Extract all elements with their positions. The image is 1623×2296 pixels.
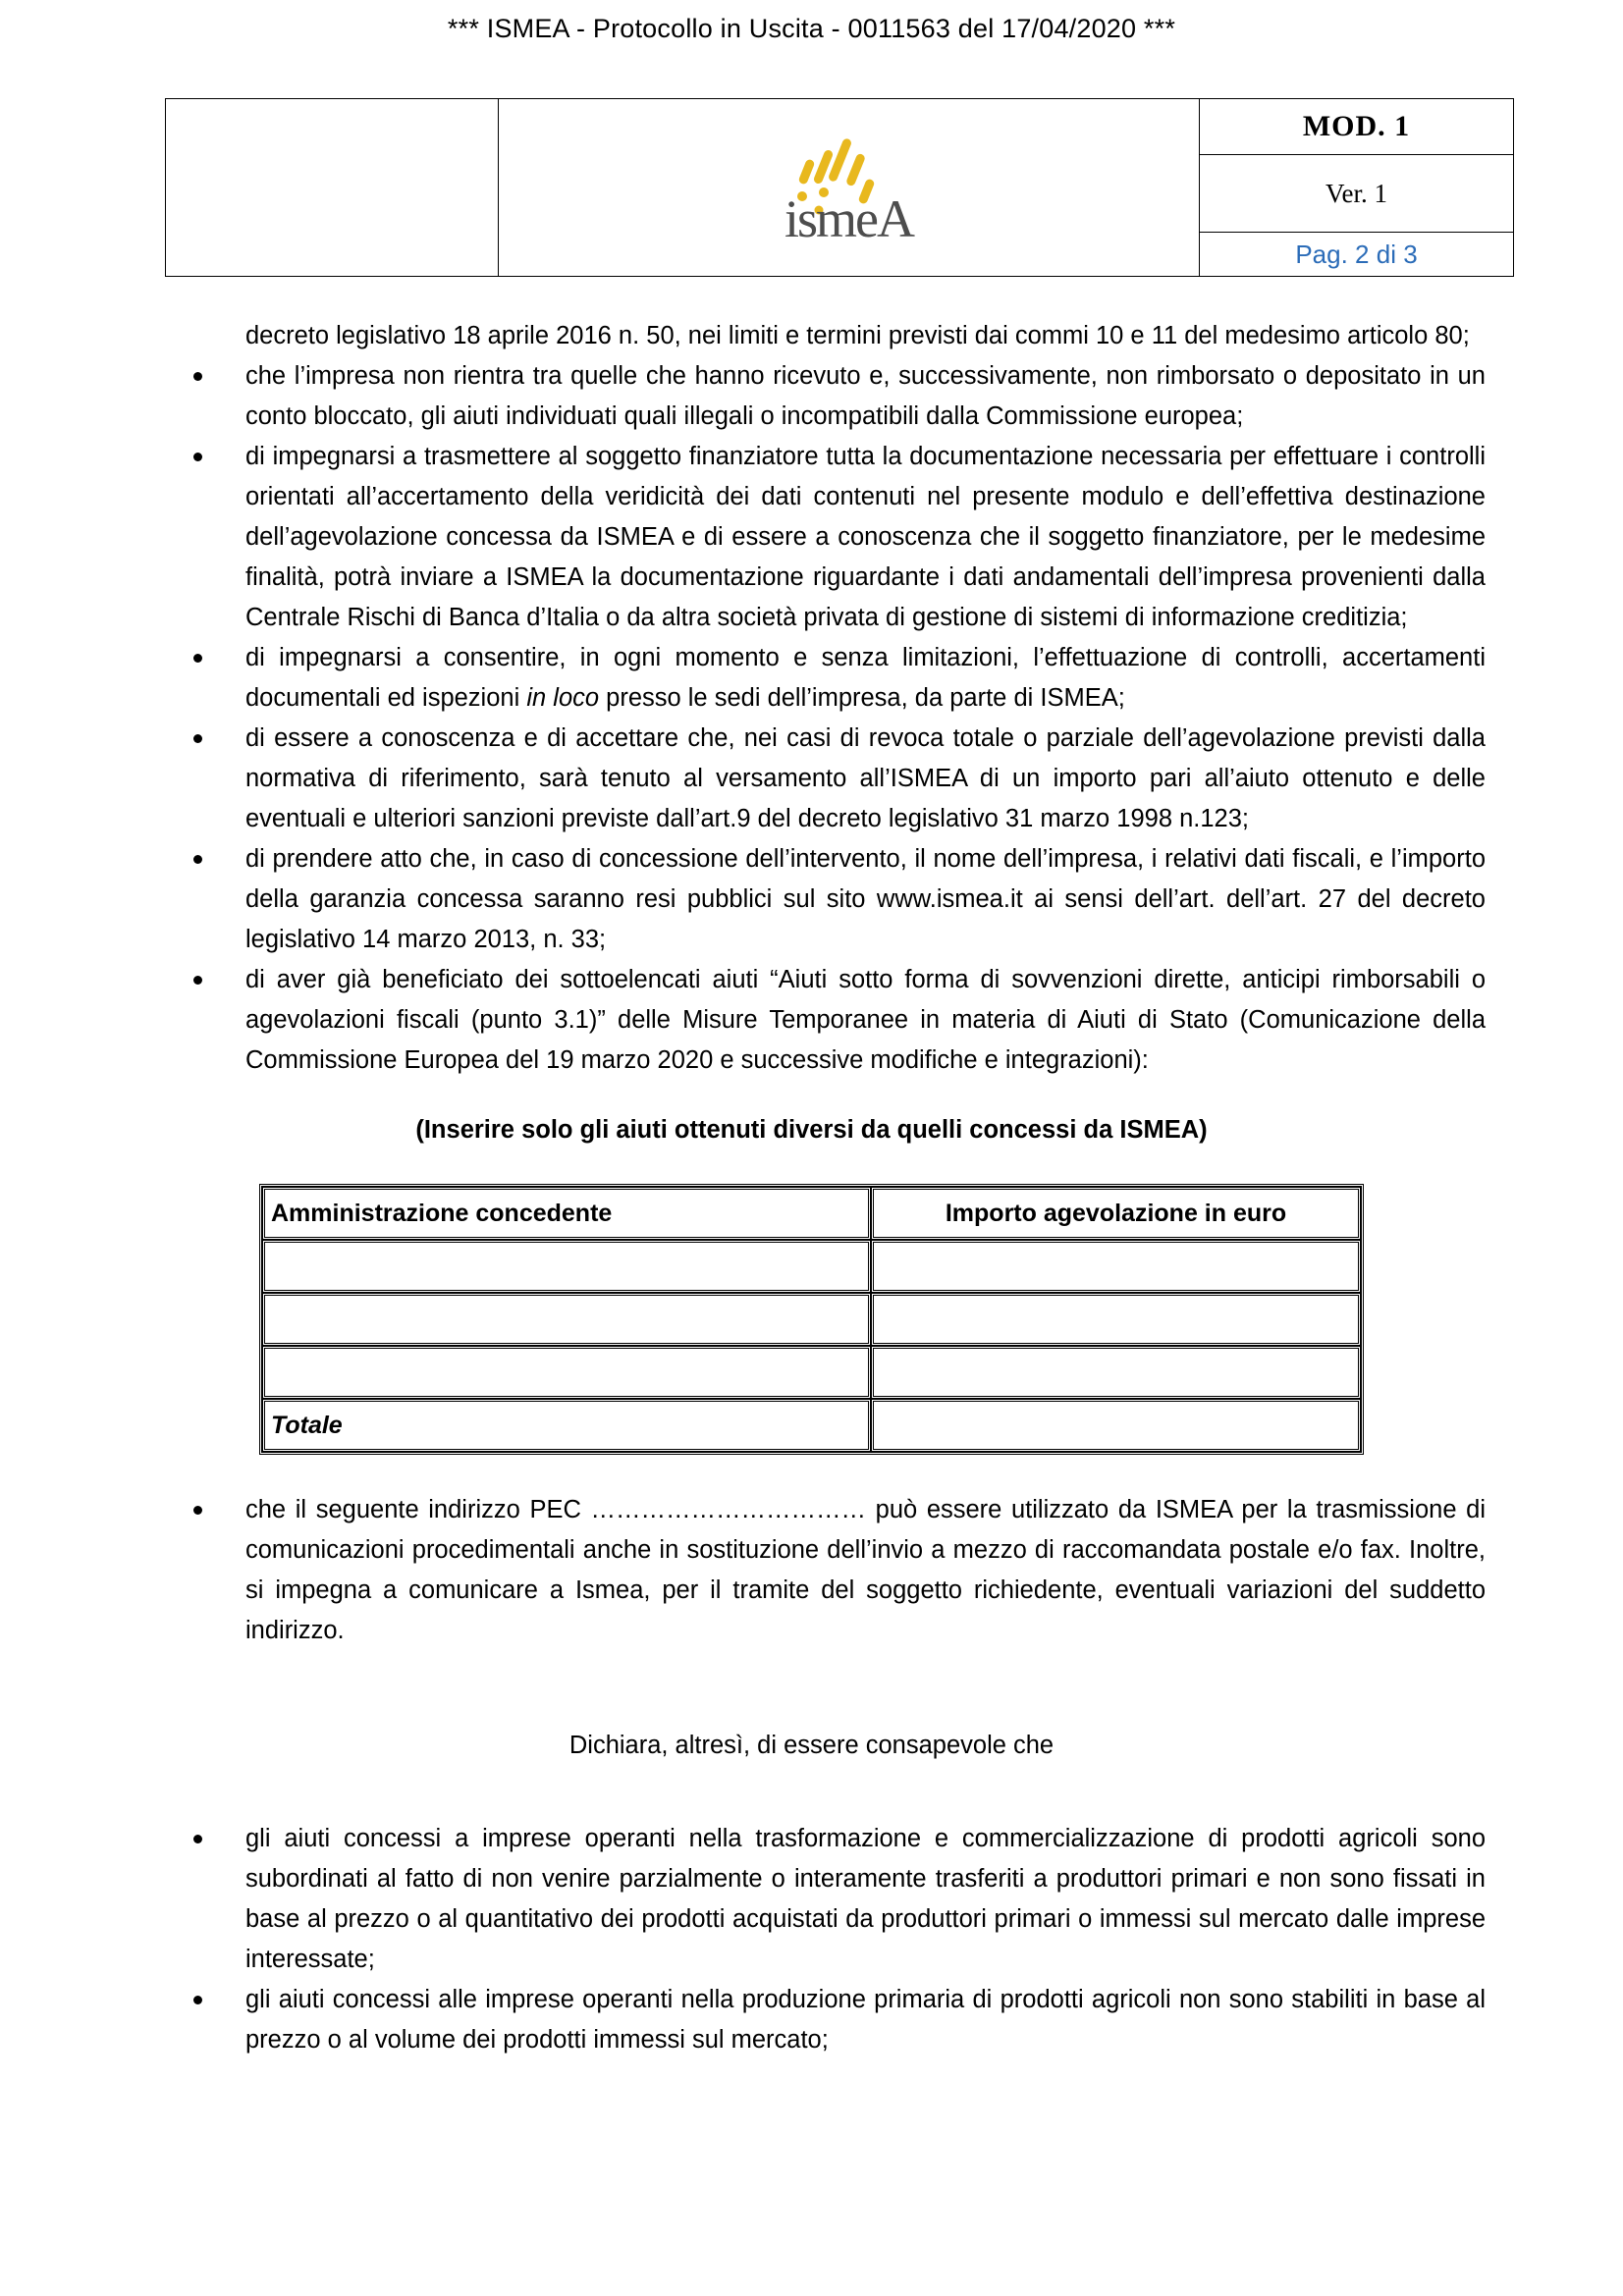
declaration-heading: Dichiara, altresì, di essere consapevole che <box>568 1732 1055 1759</box>
list-item: che l’impresa non rientra tra quelle che hanno ricevuto e, successivamente, non rimborsato o depositato in un conto bloccato, gli aiuti individuati quali illegali o incompatibili dalla Commissione europea; <box>0 356 1623 437</box>
aid-table-container <box>0 1184 1623 1455</box>
spacer <box>0 1455 1623 1490</box>
ismea-logo <box>741 128 957 247</box>
spacer <box>0 1760 1623 1819</box>
table-row <box>262 1240 1361 1293</box>
list-item: gli aiuti concessi alle imprese operanti nella produzione primaria di prodotti agricoli non sono stabiliti in base al prezzo o al volume dei prodotti immessi sul mercato; <box>0 1980 1623 2060</box>
aid-cell-amount[interactable] <box>871 1346 1361 1399</box>
aid-table-header-row <box>262 1187 1361 1240</box>
aid-table-total-row <box>262 1399 1361 1452</box>
intro-continuation-paragraph: decreto legislativo 18 aprile 2016 n. 50, nei limiti e termini previsti dai commi 10 e 11 del medesimo articolo 80; <box>245 322 1470 349</box>
aid-cell-administration[interactable] <box>262 1293 871 1346</box>
aid-table-caption: (Inserire solo gli aiuti ottenuti diversi da quelli concessi da ISMEA) <box>415 1116 1208 1144</box>
aid-table-header-amount: Importo agevolazione in euro <box>871 1187 1361 1240</box>
header-row <box>166 99 1514 277</box>
document-header-table <box>165 98 1514 277</box>
module-number: MOD. 1 <box>1200 99 1513 155</box>
aid-cell-administration[interactable] <box>262 1346 871 1399</box>
ispezioni-text-part2: presso le sedi dell’impresa, da parte di ISMEA; <box>599 684 1125 712</box>
page-number: Pag. 2 di 3 <box>1295 239 1418 269</box>
ispezioni-text-part1: di impegnarsi a consentire, in ogni momento e senza limitazioni, l’effettuazione di controlli, accertamenti documentali ed ispezioni <box>245 644 1486 712</box>
aid-cell-amount[interactable] <box>871 1240 1361 1293</box>
header-empty-cell <box>166 99 499 277</box>
declaration-bullet-list-1 <box>0 356 1623 1081</box>
aid-cell-administration[interactable] <box>262 1240 871 1293</box>
list-item-pec: che il seguente indirizzo PEC …………………………… può essere utilizzato da ISMEA per la trasmissione di comunicazioni procedimentali anche in sostituzione dell’invio a mezzo di raccomandata postale e/o fax. Inoltre, si impegna a comunicare a Ismea, per il tramite del soggetto richiedente, eventuali variazioni del suddetto indirizzo. <box>0 1490 1623 1651</box>
list-item: di aver già beneficiato dei sottoelencati aiuti “Aiuti sotto forma di sovvenzioni dirette, anticipi rimborsabili o agevolazioni fiscali (punto 3.1)” delle Misure Temporanee in materia di Aiuti di Stato (Comunicazione della Commissione Europea del 19 marzo 2020 e successive modifiche e integrazioni): <box>0 960 1623 1081</box>
aid-table-header-administration: Amministrazione concedente <box>262 1187 871 1240</box>
declaration-bullet-list-2 <box>0 1490 1623 1651</box>
aid-total-label: Totale <box>262 1399 871 1452</box>
meta-row-mod <box>1200 99 1513 155</box>
table-row <box>262 1293 1361 1346</box>
aid-table <box>259 1184 1364 1455</box>
list-item: di prendere atto che, in caso di concessione dell’intervento, il nome dell’impresa, i relativi dati fiscali, e l’importo della garanzia concessa saranno resi pubblici sul sito www.ismea.it ai sensi dell’art. dell’art. 27 del decreto legislativo 14 marzo 2013, n. 33; <box>0 839 1623 960</box>
header-meta-table <box>1200 99 1513 276</box>
ismea-wordmark: ismeA <box>784 189 913 248</box>
list-item: gli aiuti concessi a imprese operanti nella trasformazione e commercializzazione di prodotti agricoli sono subordinati al fatto di non venire parzialmente o interamente trasferiti a produttori primari e non sono fissati in base al prezzo o al quantitativo dei prodotti acquistati da produttori primari o immessi sul mercato dalle imprese interessate; <box>0 1819 1623 1980</box>
meta-row-page <box>1200 233 1513 277</box>
header-logo-cell <box>499 99 1200 277</box>
list-item: di impegnarsi a trasmettere al soggetto finanziatore tutta la documentazione necessaria per effettuare i controlli orientati all’accertamento della veridicità dei dati contenuti nel presente modulo e dell’effettiva destinazione dell’agevolazione concessa da ISMEA e di essere a conoscenza che il soggetto finanziatore, per le medesime finalità, potrà inviare a ISMEA la documentazione riguardante i dati andamentali dell’impresa provenienti dalla Centrale Rischi di Banca d’Italia o da altra società privata di gestione di sistemi di informazione creditizia; <box>0 437 1623 638</box>
aid-total-value[interactable] <box>871 1399 1361 1452</box>
document-body <box>0 316 1623 2060</box>
protocol-stamp: *** ISMEA - Protocollo in Uscita - 0011563 del 17/04/2020 *** <box>447 14 1176 43</box>
table-row <box>262 1346 1361 1399</box>
ispezioni-in-loco-italic: in loco <box>526 684 600 712</box>
list-item: di essere a conoscenza e di accettare che, nei casi di revoca totale o parziale dell’agevolazione previsti dalla normativa di riferimento, sarà tenuto al versamento all’ISMEA di un importo pari all’aiuto ottenuto e delle eventuali e ulteriori sanzioni previste dall’art.9 del decreto legislativo 31 marzo 1998 n.123; <box>0 719 1623 839</box>
meta-row-version <box>1200 155 1513 233</box>
version-number: Ver. 1 <box>1200 155 1513 233</box>
header-meta-cell <box>1200 99 1514 277</box>
declaration-bullet-list-3 <box>0 1819 1623 2060</box>
list-item-ispezioni <box>0 638 1623 719</box>
aid-cell-amount[interactable] <box>871 1293 1361 1346</box>
